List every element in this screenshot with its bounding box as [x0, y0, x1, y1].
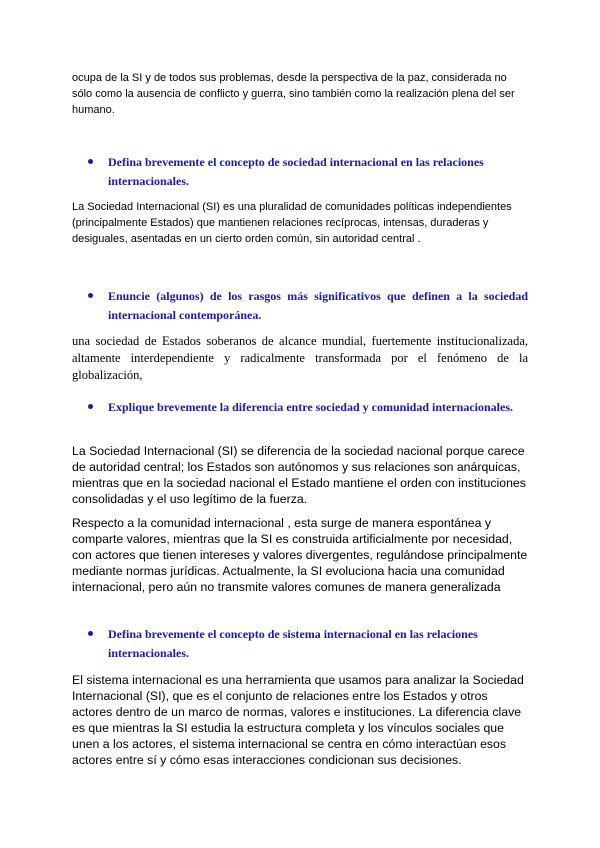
answer-paragraph-2: una sociedad de Estados soberanos de alcance mundial, fuertemente institucionalizada, altamente interdependiente y radicalmente transformada por el fenómeno de la globalización,: [72, 334, 528, 382]
bullet-icon: [88, 631, 93, 636]
bullet-icon: [88, 293, 93, 298]
question-text: Enuncie (algunos) de los rasgos más significativos que definen a la sociedad internacional contemporánea.: [108, 289, 528, 322]
intro-paragraph: ocupa de la SI y de todos sus problemas, desde la perspectiva de la paz, considerada no sólo como la ausencia de conflicto y guerra, sino también como la realización plena del ser humano.: [72, 72, 515, 116]
question-text: Defina brevemente el concepto de sociedad internacional en las relaciones internacionales.: [108, 155, 484, 188]
answer-paragraph-3b: Respecto a la comunidad internacional , esta surge de manera espontánea y comparte valores, mientras que la SI es construida artificialmente por necesidad, con actores que tienen intereses y valores divergentes, regulándose principalmente mediante normas jurídicas. Actualmente, la SI evoluciona hacia una comunidad internacional, pero aún no transmite valores comunes de manera generalizada: [72, 516, 528, 594]
answer-paragraph-3a: La Sociedad Internacional (SI) se diferencia de la sociedad nacional porque carece de autoridad central; los Estados son autónomos y sus relaciones son anárquicas, mientras que en la sociedad nacional el Estado mantiene el orden con instituciones consolidadas y el uso legítimo de la fuerza.: [72, 444, 526, 506]
question-text: Explique brevemente la diferencia entre sociedad y comunidad internacionales.: [108, 400, 513, 414]
question-heading-2: [88, 287, 528, 325]
question-heading-3: [88, 398, 528, 417]
question-heading-4: [88, 625, 528, 663]
question-text: Defina brevemente el concepto de sistema internacional en las relaciones internacionales.: [108, 627, 478, 660]
question-heading-1: [88, 153, 528, 191]
bullet-icon: [88, 404, 93, 409]
answer-paragraph-4: El sistema internacional es una herramienta que usamos para analizar la Sociedad Internacional (SI), que es el conjunto de relaciones entre los Estados y otros actores dentro de un marco de normas, valores e instituciones. La diferencia clave es que mientras la SI estudia la estructura completa y los vínculos sociales que unen a los actores, el sistema internacional se centra en cómo interactúan esos actores entre sí y cómo esas interacciones condicionan sus decisiones.: [72, 673, 524, 767]
answer-paragraph-1: La Sociedad Internacional (SI) es una pluralidad de comunidades políticas independientes (principalmente Estados) que mantienen relaciones recíprocas, intensas, duraderas y desiguales, asentadas en un cierto orden común, sin autoridad central .: [72, 201, 512, 245]
bullet-icon: [88, 159, 93, 164]
